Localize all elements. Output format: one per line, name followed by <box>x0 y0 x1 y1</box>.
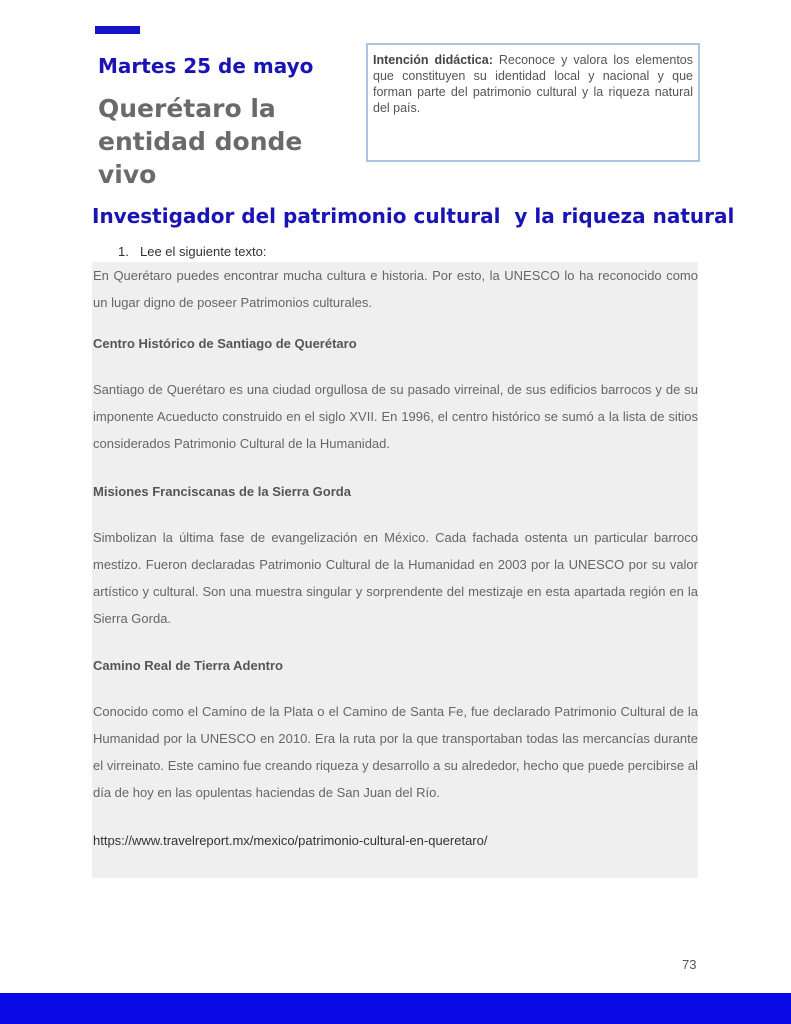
source-link[interactable]: https://www.travelreport.mx/mexico/patrimonio-cultural-en-queretaro/ <box>93 833 488 848</box>
section-title: Investigador del patrimonio cultural y la riqueza natural <box>92 204 735 228</box>
intention-label: Intención didáctica: <box>373 53 493 67</box>
instruction-text: Lee el siguiente texto: <box>140 244 267 259</box>
instruction-number: 1. <box>118 244 129 259</box>
site1-text: Santiago de Querétaro es una ciudad orgullosa de su pasado virreinal, de sus edificios barrocos y de su imponente Acueducto construido en el siglo XVII. En 1996, el centro histórico se sumó a la lista de sitios considerados Patrimonio Cultural de la Humanidad. <box>93 382 698 451</box>
site2-title: Misiones Franciscanas de la Sierra Gorda <box>93 484 351 499</box>
header-accent-bar <box>95 26 140 34</box>
page-number: 73 <box>682 957 697 972</box>
intention-text: Reconoce y valora los elementos que constituyen su identidad local y nacional y que forman parte del patrimonio cultural y la riqueza natural del país. <box>373 53 693 115</box>
site3-title: Camino Real de Tierra Adentro <box>93 658 283 673</box>
reading-box <box>92 262 698 878</box>
page-title: Querétaro la entidad donde vivo <box>98 94 303 189</box>
reading-intro: En Querétaro puedes encontrar mucha cultura e historia. Por esto, la UNESCO lo ha reconocido como un lugar digno de poseer Patrimonios culturales. <box>93 268 698 310</box>
site3-text: Conocido como el Camino de la Plata o el Camino de Santa Fe, fue declarado Patrimonio Cultural de la Humanidad por la UNESCO en 2010. Era la ruta por la que transportaban todas las mercancías durante el virreinato. Este camino fue creando riqueza y desarrollo a su alrededor, hecho que puede percibirse al día de hoy en las opulentas haciendas de San Juan del Río. <box>93 704 698 800</box>
footer-bar <box>0 993 791 1024</box>
intention-box <box>366 43 700 162</box>
date-heading: Martes 25 de mayo <box>98 54 314 78</box>
site1-title: Centro Histórico de Santiago de Querétaro <box>93 336 357 351</box>
instruction-item <box>118 244 266 259</box>
site2-text: Simbolizan la última fase de evangelización en México. Cada fachada ostenta un particular barroco mestizo. Fueron declaradas Patrimonio Cultural de la Humanidad en 2003 por la UNESCO por su valor artístico y cultural. Son una muestra singular y sorprendente del mestizaje en esta apartada región en la Sierra Gorda. <box>93 530 698 626</box>
